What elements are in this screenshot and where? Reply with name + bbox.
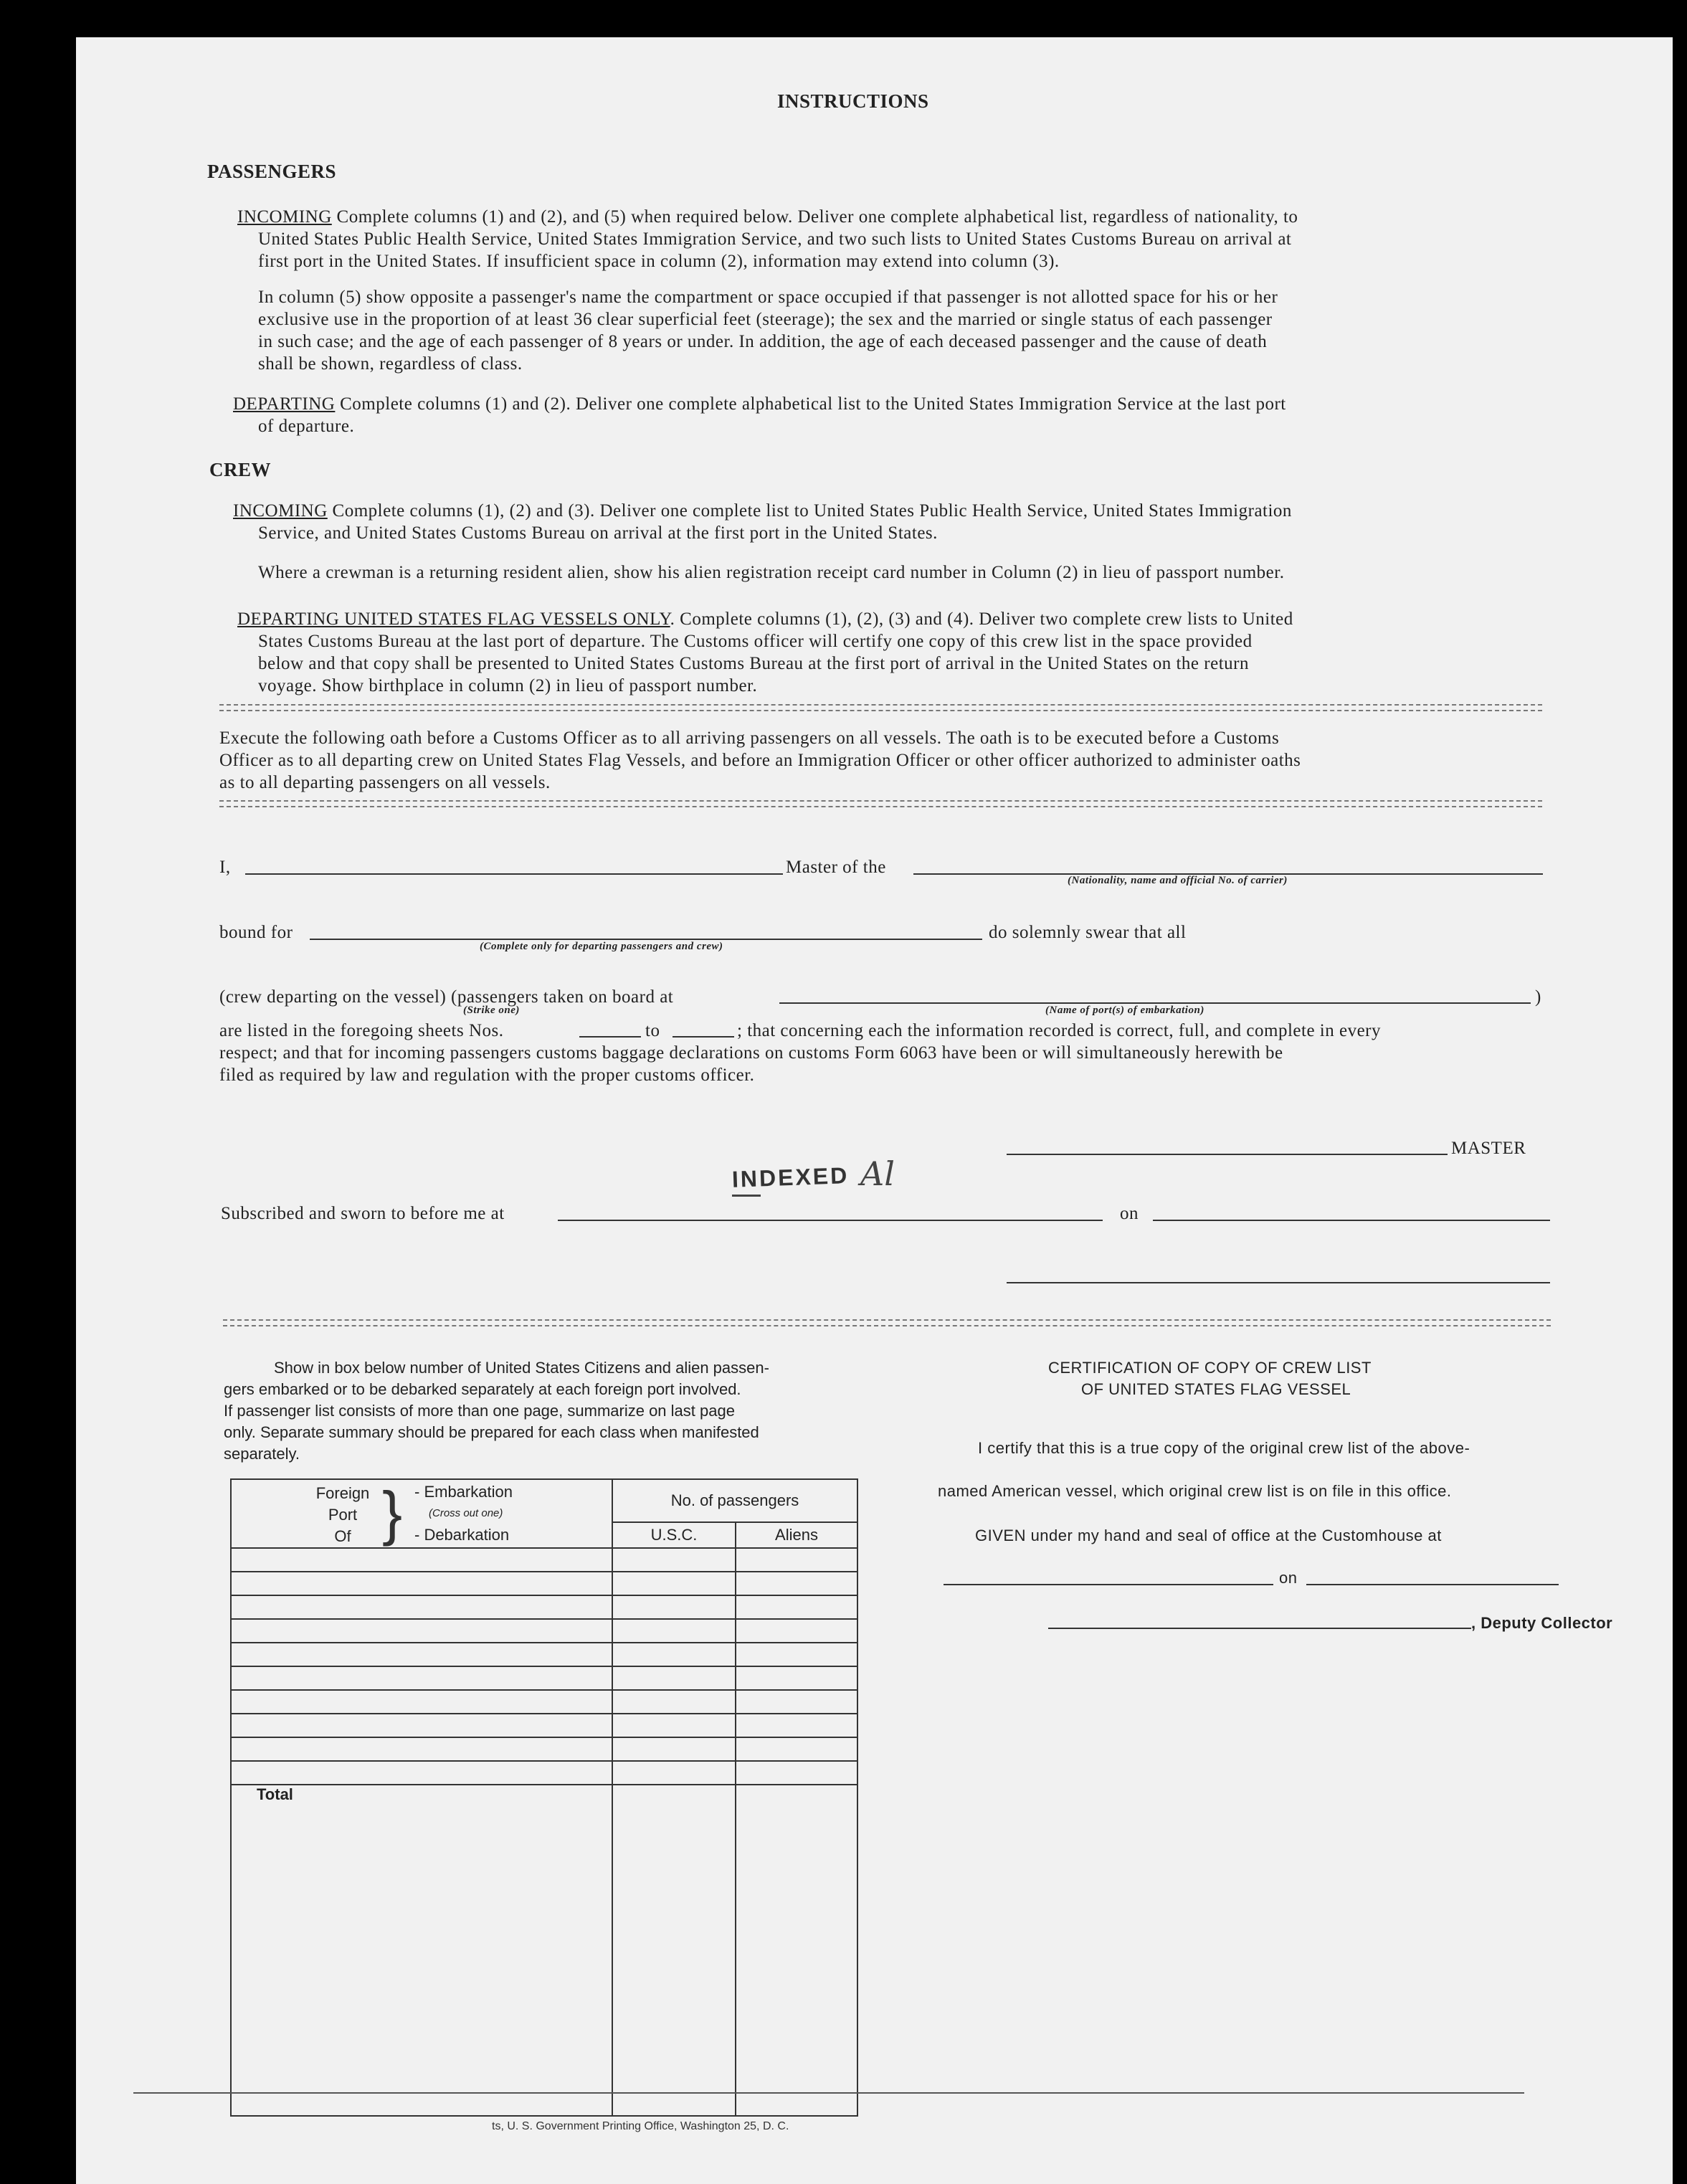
carrier-caption: (Nationality, name and official No. of carrier)	[1068, 875, 1288, 886]
sheet-from-field[interactable]	[579, 1036, 641, 1038]
divider	[219, 704, 1542, 711]
stamp-underline	[732, 1195, 761, 1197]
listed-line-3: filed as required by law and regulation with the proper customs officer.	[219, 1065, 755, 1085]
port-of-embarkation-field[interactable]	[779, 1002, 1531, 1004]
no-passengers-header: No. of passengers	[612, 1479, 857, 1522]
passengers-incoming-label: INCOMING	[237, 207, 332, 227]
printer-imprint: ts, U. S. Government Printing Office, Washington 25, D. C.	[492, 2120, 789, 2132]
summary-text-line-4: only. Separate summary should be prepared for each class when manifested	[224, 1423, 759, 1441]
bound-for-label: bound for	[219, 923, 293, 942]
table-row	[231, 1690, 857, 1714]
crew-departing-label: DEPARTING UNITED STATES FLAG VESSELS ONLY	[237, 609, 670, 629]
column5-line-1: In column (5) show opposite a passenger's name the compartment or space occupied if that passenger is not allotted space for his or her	[258, 288, 1278, 307]
crew-resident-alien-text: Where a crewman is a returning resident alien, show his alien registration receipt card number in Column (2) in lieu of passport number.	[258, 563, 1285, 582]
table-row	[231, 1619, 857, 1643]
listed-to-label: to	[645, 1021, 660, 1040]
bound-for-field[interactable]	[310, 939, 982, 940]
summary-text-line-5: separately.	[224, 1445, 300, 1463]
crew-departing-line-3: below and that copy shall be presented to United States Customs Bureau at the first port of arrival in the United States on the return	[258, 654, 1249, 673]
deputy-collector-label: , Deputy Collector	[1471, 1614, 1613, 1632]
summary-text-line-1: Show in box below number of United States Citizens and alien passen-	[274, 1359, 769, 1377]
document-page	[76, 37, 1673, 2184]
oath-intro-line-2: Officer as to all departing crew on United States Flag Vessels, and before an Immigration Officer or other officer authorized to administer oaths	[219, 751, 1301, 770]
column5-line-3: in such case; and the age of each passenger of 8 years or under. In addition, the age of each deceased passenger and the cause of death	[258, 332, 1268, 351]
master-of-the-label: Master of the	[786, 858, 886, 877]
divider	[223, 1319, 1551, 1326]
sheet-to-field[interactable]	[673, 1036, 734, 1038]
deputy-collector-signature-field[interactable]	[1048, 1628, 1471, 1629]
column5-line-4: shall be shown, regardless of class.	[258, 354, 523, 374]
oath-intro-line-3: as to all departing passengers on all vessels.	[219, 773, 551, 792]
certification-date-field[interactable]	[1306, 1584, 1559, 1585]
table-row	[231, 1761, 857, 1785]
table-row	[231, 1548, 857, 1572]
oath-intro-line-1: Execute the following oath before a Customs Officer as to all arriving passengers on all vessels. The oath is to be executed before a Customs	[219, 728, 1280, 748]
handwritten-initials: Al	[860, 1154, 895, 1193]
table-row	[231, 1714, 857, 1737]
passengers-incoming-line-3: first port in the United States. If insufficient space in column (2), information may extend into column (3).	[258, 252, 1060, 271]
aliens-header: Aliens	[736, 1522, 857, 1548]
table-row	[231, 1737, 857, 1761]
page-title: INSTRUCTIONS	[777, 90, 929, 112]
subscribed-label: Subscribed and sworn to before me at	[221, 1204, 505, 1223]
master-label: MASTER	[1451, 1139, 1526, 1158]
sworn-date-field[interactable]	[1153, 1220, 1550, 1221]
table-row	[231, 1572, 857, 1595]
solemnly-swear-text: do solemnly swear that all	[989, 923, 1187, 942]
passengers-incoming-line-2: United States Public Health Service, United States Immigration Service, and two such lists to United States Customs Bureau on arrival at	[258, 229, 1292, 249]
certification-on-label: on	[1279, 1569, 1298, 1587]
oath-i-label: I,	[219, 858, 231, 877]
crew-incoming-line-2: Service, and United States Customs Bureau on arrival at the first port in the United States.	[258, 523, 938, 543]
officer-signature-field[interactable]	[1007, 1282, 1550, 1283]
brace-glyph: }	[382, 1479, 403, 1547]
passengers-departing-line-1: DEPARTING Complete columns (1) and (2). Deliver one complete alphabetical list to the United States Immigration Service at the last port	[233, 394, 1286, 414]
crew-departing-line-1: DEPARTING UNITED STATES FLAG VESSELS ONLY. Complete columns (1), (2), (3) and (4). Deliver two complete crew lists to United	[237, 609, 1293, 629]
crew-heading: CREW	[209, 459, 272, 480]
passenger-summary-table	[230, 1478, 858, 2117]
passengers-departing-label: DEPARTING	[233, 394, 336, 414]
listed-line-1b: ; that concerning each the information recorded is correct, full, and complete in every	[737, 1021, 1382, 1040]
strike-one-caption: (Strike one)	[463, 1005, 520, 1016]
listed-line-2: respect; and that for incoming passengers customs baggage declarations on customs Form 6063 have been or will simultaneously herewith be	[219, 1043, 1283, 1063]
certification-title-line-1: CERTIFICATION OF COPY OF CREW LIST	[1048, 1359, 1372, 1377]
indexed-stamp: INDEXED	[731, 1162, 850, 1192]
passengers-heading: PASSENGERS	[207, 161, 337, 182]
table-row	[231, 1595, 857, 1619]
foreign-port-header: Foreign Port Of } - Embarkation (Cross out one) - Debarkation	[231, 1479, 612, 1548]
table-row	[231, 1666, 857, 1690]
passengers-incoming-line-1: INCOMING Complete columns (1) and (2), and (5) when required below. Deliver one complete alphabetical list, regardless of nationality, to	[237, 207, 1298, 227]
total-row	[231, 1785, 857, 2116]
divider	[219, 800, 1542, 807]
certification-text-line-2: named American vessel, which original crew list is on file in this office.	[938, 1482, 1452, 1500]
master-signature-field[interactable]	[1007, 1154, 1448, 1155]
crew-departing-line-4: voyage. Show birthplace in column (2) in lieu of passport number.	[258, 676, 758, 695]
crew-departing-line-2: States Customs Bureau at the last port of departure. The Customs officer will certify one copy of this crew list in the space provided	[258, 632, 1253, 651]
certification-text-line-3: GIVEN under my hand and seal of office at the Customhouse at	[975, 1527, 1442, 1544]
sworn-on-label: on	[1120, 1204, 1139, 1223]
summary-text-line-3: If passenger list consists of more than one page, summarize on last page	[224, 1402, 735, 1420]
listed-line-1a: are listed in the foregoing sheets Nos.	[219, 1021, 504, 1040]
crew-departing-oath-text: (crew departing on the vessel) (passengers taken on board at	[219, 987, 674, 1007]
certification-title-line-2: OF UNITED STATES FLAG VESSEL	[1081, 1380, 1351, 1398]
summary-text-line-2: gers embarked or to be debarked separately at each foreign port involved.	[224, 1380, 741, 1398]
passengers-departing-line-2: of departure.	[258, 417, 355, 436]
sworn-place-field[interactable]	[558, 1220, 1103, 1221]
customhouse-field[interactable]	[944, 1584, 1273, 1585]
crew-incoming-line-1: INCOMING Complete columns (1), (2) and (3). Deliver one complete list to United States Public Health Service, United States Immigration	[233, 501, 1292, 521]
port-caption: (Name of port(s) of embarkation)	[1045, 1005, 1204, 1016]
bottom-edge-line	[133, 2092, 1524, 2094]
certification-text-line-1: I certify that this is a true copy of the original crew list of the above-	[978, 1439, 1470, 1457]
crew-incoming-label: INCOMING	[233, 501, 328, 521]
table-row	[231, 1643, 857, 1666]
column5-line-2: exclusive use in the proportion of at least 36 clear superficial feet (steerage); the sex and the married or single status of each passenger	[258, 310, 1273, 329]
usc-header: U.S.C.	[612, 1522, 736, 1548]
total-label: Total	[231, 1785, 612, 2116]
bound-for-caption: (Complete only for departing passengers and crew)	[480, 941, 723, 952]
closing-paren: )	[1535, 987, 1541, 1007]
master-name-field[interactable]	[245, 873, 783, 875]
